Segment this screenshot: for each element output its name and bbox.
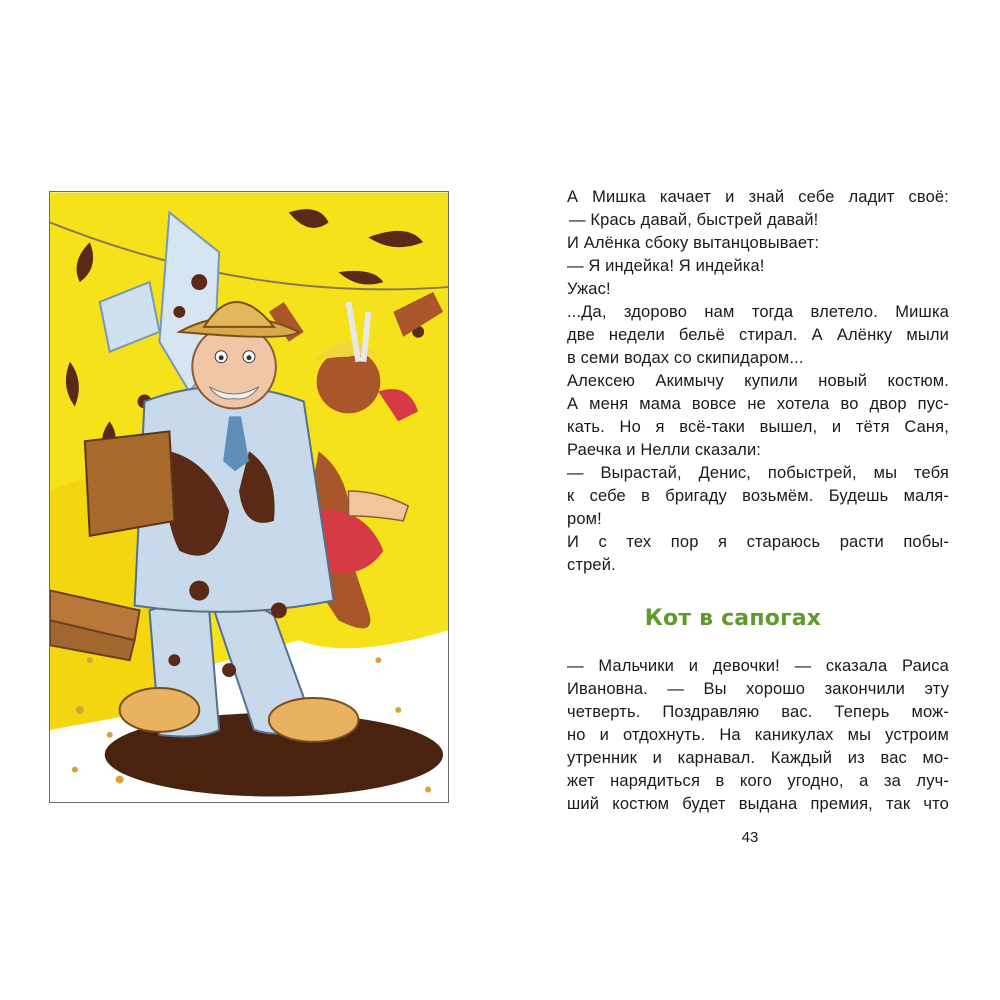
text-line: утренник и карнавал. Каждый из вас мо- <box>567 749 949 767</box>
text-line: Ужас! <box>567 280 611 298</box>
text-line: — Мальчики и девочки! — сказала Раиса <box>567 657 949 675</box>
illustration-drawing <box>50 192 448 802</box>
text-line: И Алёнка сбоку вытанцовывает: <box>567 234 820 252</box>
text-line: — Вырастай, Денис, побыстрей, мы тебя <box>567 464 949 482</box>
text-line: А Мишка качает и знай себе ладит своё: <box>567 188 949 206</box>
text-line: ...Да, здорово нам тогда влетело. Мишка <box>567 303 949 321</box>
text-block-top <box>567 186 949 577</box>
page-number: 43 <box>741 829 759 846</box>
text-line: Раечка и Нелли сказали: <box>567 441 762 459</box>
text-line: А меня мама вовсе не хотела во двор пус- <box>567 395 949 413</box>
chapter-title: Кот в сапогах <box>644 606 822 631</box>
text-line: две недели бельё стирал. А Алёнку мыли <box>567 326 949 344</box>
text-line: к себе в бригаду возьмём. Будешь маля- <box>567 487 949 505</box>
text-block-bottom <box>567 655 949 816</box>
text-line: в семи водах со скипидаром... <box>567 349 804 367</box>
text-line: но и отдохнуть. На каникулах мы устроим <box>567 726 949 744</box>
text-line: стрей. <box>567 556 616 574</box>
text-line: Алексею Акимычу купили новый костюм. <box>567 372 949 390</box>
text-line: — Я индейка! Я индейка! <box>567 257 765 275</box>
text-line: жет нарядиться в кого угодно, а за луч- <box>567 772 949 790</box>
text-line: Ивановна. — Вы хорошо закончили эту <box>567 680 949 698</box>
text-line: ром! <box>567 510 602 528</box>
text-line: — Крась давай, быстрей давай! <box>569 211 819 229</box>
text-line: И с тех пор я стараюсь расти побы- <box>567 533 949 551</box>
text-line: ший костюм будет выдана премия, так что <box>567 795 949 813</box>
book-illustration <box>49 191 449 803</box>
text-line: четверть. Поздравляю вас. Теперь мож- <box>567 703 949 721</box>
text-line: кать. Но я всё-таки вышел, и тётя Саня, <box>567 418 949 436</box>
